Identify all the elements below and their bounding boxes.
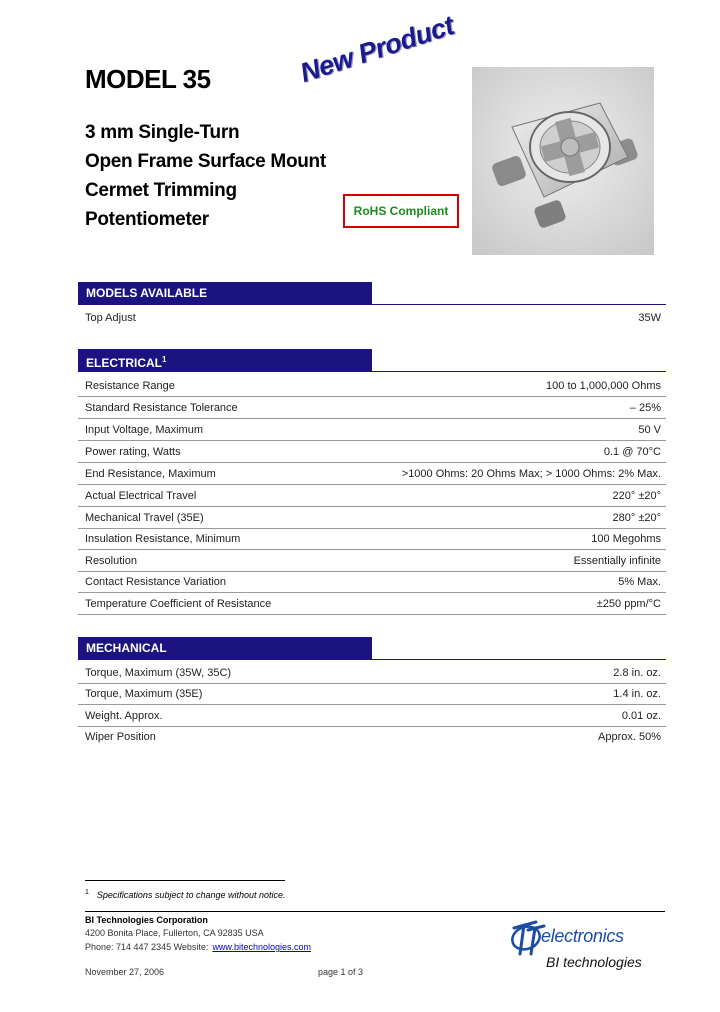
row-value: >1000 Ohms: 20 Ohms Max; > 1000 Ohms: 2% Max. bbox=[401, 468, 661, 480]
product-subtitle bbox=[85, 118, 326, 234]
row-value: 1.4 in. oz. bbox=[613, 688, 661, 700]
footnote-mark: 1 bbox=[85, 889, 89, 896]
product-photo bbox=[472, 67, 654, 255]
footnote-rule bbox=[85, 880, 285, 881]
new-product-badge: New Product bbox=[296, 10, 458, 89]
phone-text: Phone: 714 447 2345 Website: bbox=[85, 942, 209, 952]
row-value: 35W bbox=[638, 312, 661, 324]
website-link[interactable]: www.bitechnologies.com bbox=[212, 942, 311, 952]
row-value: ±250 ppm/°C bbox=[596, 598, 661, 610]
row-value: – 25% bbox=[629, 402, 661, 414]
table-row bbox=[78, 727, 666, 748]
table-row bbox=[78, 529, 666, 550]
table-row bbox=[78, 442, 666, 463]
row-label: Standard Resistance Tolerance bbox=[85, 402, 238, 414]
row-value: Approx. 50% bbox=[598, 731, 661, 743]
table-row bbox=[78, 308, 666, 329]
section-header-models: MODELS AVAILABLE bbox=[78, 282, 372, 304]
row-label: Actual Electrical Travel bbox=[85, 490, 197, 502]
row-value: 280° ±20° bbox=[612, 512, 661, 524]
row-value: 220° ±20° bbox=[612, 490, 661, 502]
table-row bbox=[78, 508, 666, 529]
subtitle-line: Open Frame Surface Mount bbox=[85, 151, 326, 172]
row-label: Weight. Approx. bbox=[85, 710, 163, 722]
document-date: November 27, 2006 bbox=[85, 967, 165, 977]
table-row bbox=[78, 663, 666, 684]
row-value: 0.1 @ 70°C bbox=[603, 446, 661, 458]
row-label: End Resistance, Maximum bbox=[85, 468, 216, 480]
table-row bbox=[78, 572, 666, 593]
table-row bbox=[78, 420, 666, 441]
row-label: Torque, Maximum (35E) bbox=[85, 688, 203, 700]
page-title: MODEL 35 bbox=[85, 64, 211, 94]
table-row bbox=[78, 706, 666, 727]
row-label: Wiper Position bbox=[85, 731, 156, 743]
footnote-text: Specifications subject to change without notice. bbox=[96, 890, 286, 900]
footnote bbox=[85, 889, 286, 900]
section-header-mechanical: MECHANICAL bbox=[78, 637, 372, 659]
table-row bbox=[78, 398, 666, 419]
table-row bbox=[78, 464, 666, 485]
row-value: Essentially infinite bbox=[573, 555, 661, 567]
section-header-electrical bbox=[78, 349, 372, 371]
row-label: Top Adjust bbox=[85, 312, 136, 324]
section-header-label: ELECTRICAL bbox=[86, 356, 162, 370]
table-row bbox=[78, 486, 666, 507]
row-value: 5% Max. bbox=[618, 576, 661, 588]
footer-rule bbox=[85, 911, 665, 912]
section-rule bbox=[78, 371, 666, 372]
row-label: Insulation Resistance, Minimum bbox=[85, 533, 241, 545]
company-name: BI Technologies Corporation bbox=[85, 915, 208, 925]
table-row bbox=[78, 376, 666, 397]
row-label: Resistance Range bbox=[85, 380, 175, 392]
subtitle-line: Cermet Trimming bbox=[85, 180, 237, 201]
rohs-compliant-box: RoHS Compliant bbox=[343, 194, 459, 228]
section-rule bbox=[78, 304, 666, 305]
company-contact bbox=[85, 942, 311, 952]
row-value: 50 V bbox=[638, 424, 661, 436]
company-address: 4200 Bonita Place, Fullerton, CA 92835 USA bbox=[85, 928, 264, 938]
logo-subtitle: BI technologies bbox=[546, 954, 642, 970]
row-label: Input Voltage, Maximum bbox=[85, 424, 204, 436]
row-label: Temperature Coefficient of Resistance bbox=[85, 598, 272, 610]
row-label: Mechanical Travel (35E) bbox=[85, 512, 204, 524]
table-row bbox=[78, 594, 666, 615]
row-value: 0.01 oz. bbox=[621, 710, 661, 722]
subtitle-line: 3 mm Single-Turn bbox=[85, 122, 240, 143]
section-rule bbox=[78, 659, 666, 660]
row-value: 100 Megohms bbox=[591, 533, 661, 545]
row-label: Resolution bbox=[85, 555, 137, 567]
row-value: 100 to 1,000,000 Ohms bbox=[546, 380, 661, 392]
footnote-ref: 1 bbox=[162, 355, 167, 364]
logo-brand: electronics bbox=[541, 926, 624, 946]
table-row bbox=[78, 684, 666, 705]
subtitle-line: Potentiometer bbox=[85, 209, 209, 230]
page-number: page 1 of 3 bbox=[318, 967, 364, 977]
row-label: Power rating, Watts bbox=[85, 446, 181, 458]
row-value: 2.8 in. oz. bbox=[613, 667, 661, 679]
row-label: Contact Resistance Variation bbox=[85, 576, 227, 588]
row-label: Torque, Maximum (35W, 35C) bbox=[85, 667, 232, 679]
table-row bbox=[78, 551, 666, 572]
